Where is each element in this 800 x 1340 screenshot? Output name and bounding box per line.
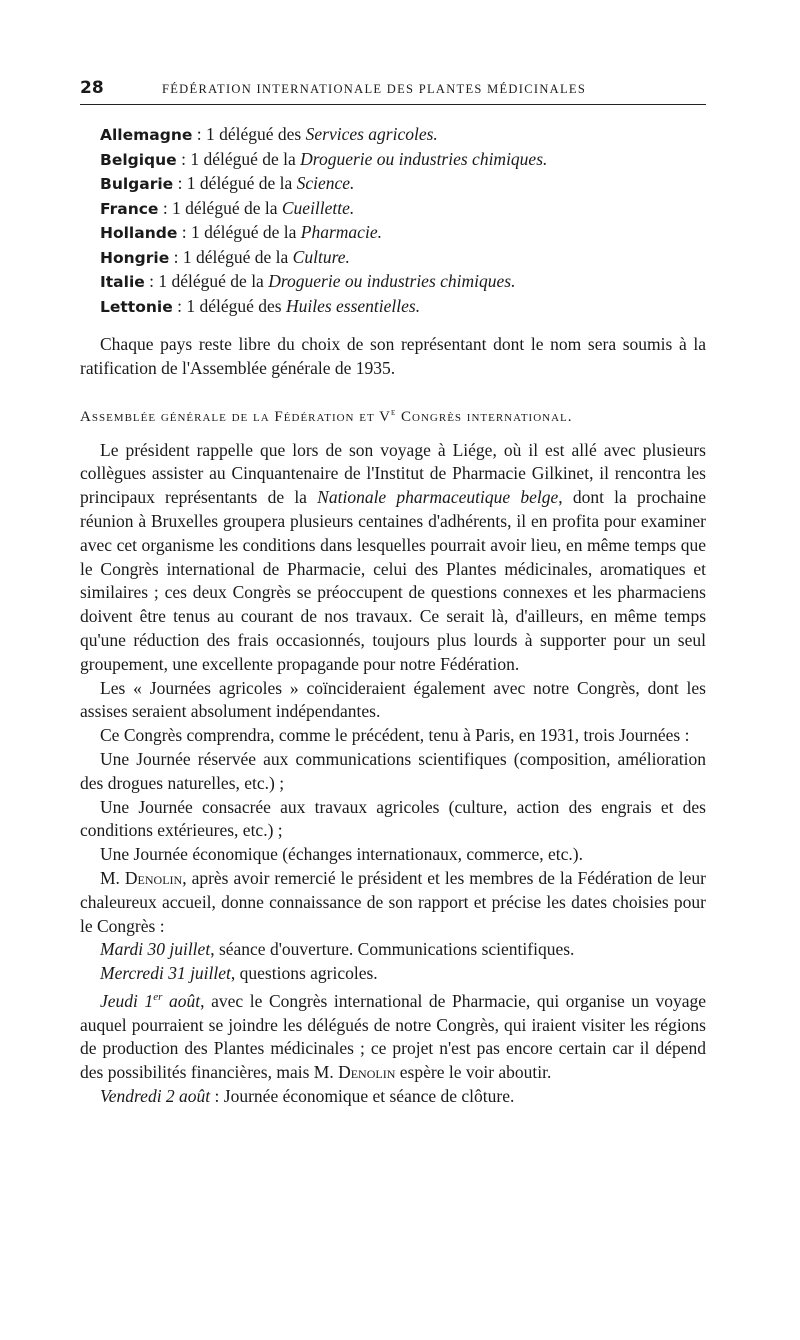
page-content — [80, 78, 706, 1109]
delegate-country: Lettonie — [100, 297, 173, 316]
date-sup: er — [153, 990, 163, 1003]
text-run: : Journée économique et séance de clôture. — [210, 1085, 515, 1106]
delegate-field: Droguerie ou industries chimiques. — [268, 271, 516, 291]
date-italic: Jeudi 1 — [100, 990, 154, 1011]
delegate-item — [100, 270, 706, 295]
small-caps-run: Denolin — [338, 1062, 396, 1083]
body-text — [80, 439, 706, 1109]
delegate-text: : 1 délégué de la — [144, 271, 269, 291]
delegate-country: Allemagne — [100, 126, 193, 144]
text-run: , avec le Congrès international de Pharmacie, qui organise un voyage auquel pourraient se joindre les délégués de notre Congrès, qui iraient visiter les régions de production des Plantes médicinales ; ce projet n'est pas encore certain car il dépend des possibilités financières, mais M. — [80, 990, 707, 1083]
page-number: 28 — [80, 78, 104, 98]
text-run: M. — [100, 867, 125, 888]
section-heading-sup: e — [391, 406, 397, 418]
paragraph: Une Journée réservée aux communications scientifiques (composition, amélioration des drogues naturelles, etc.) ; — [80, 748, 706, 793]
paragraph: Une Journée consacrée aux travaux agricoles (culture, action des engrais et des conditions extérieures, etc.) ; — [80, 796, 706, 841]
paragraph: Une Journée économique (échanges internationaux, commerce, etc.). — [100, 844, 583, 865]
delegate-item — [100, 221, 706, 246]
delegate-item — [100, 246, 706, 271]
delegate-text: : 1 délégué de la — [176, 148, 301, 169]
paragraph — [80, 867, 706, 938]
text-run: , après avoir remercié le président et les membres de la Fédération de leur chaleureux accueil, donne connaissance de son rapport et précise les dates choisies pour le Congrès : — [80, 867, 707, 936]
date-italic: Mardi 30 juillet — [100, 939, 211, 960]
delegate-country: Bulgarie — [100, 175, 174, 193]
paragraph: Les « Journées agricoles » coïncideraient également avec notre Congrès, dont les assises seraient absolument indépendantes. — [80, 677, 706, 722]
section-heading-part2: Congrès international. — [396, 408, 573, 425]
running-header — [80, 78, 706, 105]
paragraph — [80, 962, 706, 986]
text-run: , séance d'ouverture. Communications scientifiques. — [210, 939, 575, 960]
delegate-field: Science. — [296, 173, 355, 193]
delegate-field: Culture. — [292, 246, 350, 267]
delegate-country: Hollande — [100, 224, 178, 242]
delegate-text: : 1 délégué de la — [173, 173, 297, 193]
delegate-country: Belgique — [100, 150, 177, 169]
paragraph — [80, 986, 706, 1085]
delegate-item — [100, 172, 706, 197]
delegate-field: Huiles essentielles. — [285, 295, 421, 316]
date-italic: Mercredi 31 juillet — [100, 963, 231, 984]
date-italic: août — [162, 990, 201, 1011]
paragraph — [80, 938, 706, 962]
delegate-country: Italie — [100, 273, 145, 291]
delegate-country: Hongrie — [100, 248, 170, 267]
paragraph: Ce Congrès comprendra, comme le précédent, tenu à Paris, en 1931, trois Journées : — [100, 725, 690, 746]
running-title: FÉDÉRATION INTERNATIONALE DES PLANTES MÉDICINALES — [162, 82, 587, 96]
delegate-text: : 1 délégué des — [192, 124, 306, 144]
small-caps-run: Denolin — [124, 867, 183, 888]
delegate-field: Cueillette. — [281, 197, 355, 218]
text-run: Le président rappelle que lors de son voyage à Liége, où il est allé avec plusieurs collègues assister au Cinquantenaire de l'Institut de Pharmacie Gilkinet, il rencontra les principaux représentants de la — [80, 439, 706, 508]
paragraph — [80, 1085, 706, 1109]
delegate-list — [80, 123, 706, 319]
delegate-item — [100, 295, 706, 320]
delegate-field: Pharmacie. — [300, 222, 382, 242]
intro-paragraph: Chaque pays reste libre du choix de son représentant dont le nom sera soumis à la ratification de l'Assemblée générale de 1935. — [80, 334, 706, 378]
delegate-text: : 1 délégué de la — [177, 222, 301, 242]
text-run: espère le voir aboutir. — [395, 1062, 552, 1083]
delegate-item — [100, 197, 706, 222]
date-italic: Vendredi 2 août — [100, 1085, 211, 1106]
italic-run: Nationale pharmaceutique belge — [317, 487, 559, 508]
delegate-text: : 1 délégué de la — [158, 197, 282, 218]
delegate-field: Droguerie ou industries chimiques. — [300, 148, 548, 169]
section-heading — [80, 407, 706, 426]
section-heading-part1: Assemblée générale de la Fédération et V — [80, 408, 391, 425]
delegate-text: : 1 délégué des — [172, 295, 286, 316]
delegate-item — [100, 148, 706, 173]
delegate-country: France — [100, 199, 159, 218]
delegate-text: : 1 délégué de la — [169, 246, 293, 267]
text-run: , questions agricoles. — [230, 963, 378, 984]
text-run: , dont la prochaine réunion à Bruxelles groupera plusieurs centaines d'adhérents, il en profita pour examiner avec cet organisme les conditions dans lesquelles pourrait avoir lieu, en même temps que le Congrès international de Pharmacie, celui des Plantes médicinales, aromatiques et similaires ; ces deux Congrès se préoccupent de questions connexes et les pharmaciens doivent être tenus au courant de nos travaux. Ce serait là, d'ailleurs, en même temps qu'une réduction des frais occasionnés, toujours plus lourds à supporter pour un seul groupement, une excellente propagande pour notre Fédération. — [80, 487, 706, 674]
delegate-field: Services agricoles. — [305, 124, 438, 144]
paragraph — [80, 439, 706, 677]
delegate-item — [100, 123, 706, 148]
